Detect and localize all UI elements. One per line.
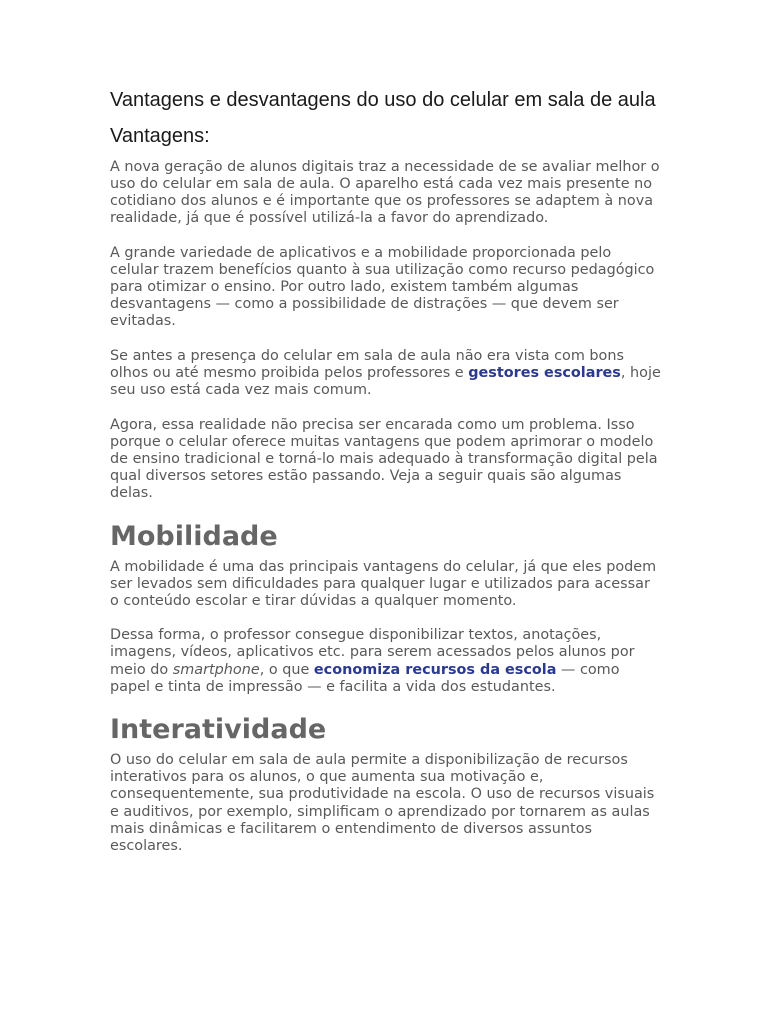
mobilidade-paragraph-2-text-before: Dessa forma, o professor consegue disponibilizar textos, anotações, imagens, vídeos, aplicativos etc. para serem acessados pelos alunos por meio do (110, 627, 635, 678)
document-page (110, 86, 662, 872)
mobilidade-paragraph-1: A mobilidade é uma das principais vantagens do celular, já que eles podem ser levados sem dificuldades para qualquer lugar e utilizados para acessar o conteúdo escolar e tirar dúvidas a qualquer momento. (110, 558, 657, 609)
interatividade-heading: Interatividade (110, 714, 327, 746)
intro-paragraph-4: Agora, essa realidade não precisa ser encarada como um problema. Isso porque o celular oferece muitas vantagens que podem aprimorar o modelo de ensino tradicional e torná-lo mais adequado à transformação digital pela qual diversos setores estão passando. Veja a seguir quais são algumas delas. (110, 416, 658, 501)
economiza-recursos-link[interactable]: economiza recursos da escola (313, 661, 557, 678)
intro-paragraph-3-text-after: , hoje seu uso está cada vez mais comum. (110, 364, 661, 399)
advantages-subtitle: Vantagens: (110, 125, 210, 147)
gestores-escolares-link[interactable]: gestores escolares (468, 364, 621, 381)
smartphone-emphasis: smartphone (172, 661, 260, 678)
intro-paragraph-3-text-before: Se antes a presença do celular em sala de aula não era vista com bons olhos ou até mesmo proibida pelos professores e (110, 347, 624, 381)
document-title: Vantagens e desvantagens do uso do celular em sala de aula (110, 89, 656, 111)
intro-paragraph-3 (110, 348, 662, 399)
mobilidade-paragraph-2-text-after: — como papel e tinta de impressão — e facilita a vida dos estudantes. (110, 661, 620, 695)
mobilidade-paragraph-2-text-middle: , o que (259, 661, 314, 678)
intro-paragraph-1: A nova geração de alunos digitais traz a necessidade de se avaliar melhor o uso do celular em sala de aula. O aparelho está cada vez mais presente no cotidiano dos alunos e é importante que os professores se adaptem à nova realidade, já que é possível utilizá-la a favor do aprendizado. (110, 159, 660, 227)
intro-paragraph-2: A grande variedade de aplicativos e a mobilidade proporcionada pelo celular trazem benefícios quanto à sua utilização como recurso pedagógico para otimizar o ensino. Por outro lado, existem também algumas desvantagens — como a possibilidade de distrações — que devem ser evitadas. (110, 244, 655, 330)
mobilidade-heading: Mobilidade (110, 520, 278, 552)
interatividade-paragraph-1: O uso do celular em sala de aula permite a disponibilização de recursos interativos para os alunos, o que aumenta sua motivação e, consequentemente, sua produtividade na escola. O uso de recursos visuais e auditivos, por exemplo, simplificam o aprendizado por tornarem as aulas mais dinâmicas e facilitarem o entendimento de diversos assuntos escolares. (110, 752, 655, 854)
mobilidade-paragraph-2 (110, 627, 662, 695)
